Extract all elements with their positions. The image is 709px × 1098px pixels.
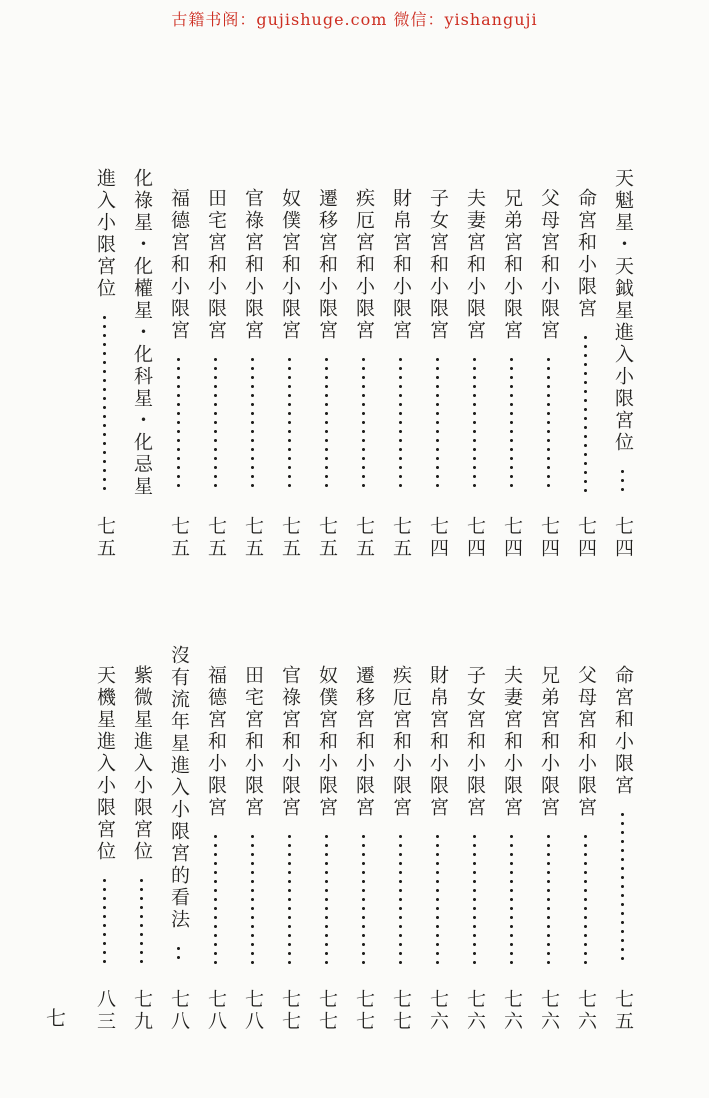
toc-entry	[160, 168, 197, 560]
toc-entry	[419, 168, 456, 560]
toc-entry	[234, 645, 271, 1033]
dot-leader	[419, 832, 456, 965]
entry-title: 福德宮和小限宮	[205, 665, 227, 819]
entry-page-number: 七五	[168, 516, 190, 560]
toc-section-top	[86, 168, 641, 560]
toc-entry	[197, 168, 234, 560]
dot-leader	[567, 333, 604, 492]
dot-leader	[345, 832, 382, 965]
toc-entry	[271, 168, 308, 560]
dot-leader	[271, 832, 308, 965]
entry-page-number: 七八	[242, 989, 264, 1033]
entry-title: 命宮和小限宮	[575, 188, 597, 320]
dot-leader	[493, 832, 530, 965]
dot-leader	[86, 313, 123, 492]
dot-leader	[271, 355, 308, 492]
dot-leader	[234, 355, 271, 492]
entry-title: 遷移宮和小限宮	[353, 665, 375, 819]
dot-leader	[308, 355, 345, 492]
entry-page-number: 七五	[316, 516, 338, 560]
entry-page-number: 七五	[279, 516, 301, 560]
watermark-header: 古籍书阁：gujishuge.com 微信：yishanguji	[171, 10, 538, 29]
entry-page-number: 七六	[464, 989, 486, 1033]
entry-title: 子女宮和小限宮	[427, 188, 449, 342]
toc-entry	[197, 645, 234, 1033]
dot-leader	[86, 876, 123, 965]
entry-title: 天機星進入小限宮位	[94, 665, 116, 863]
toc-entry	[271, 645, 308, 1033]
toc-entry	[345, 168, 382, 560]
entry-page-number: 七五	[390, 516, 412, 560]
toc-entry	[567, 645, 604, 1033]
entry-page-number: 七四	[538, 516, 560, 560]
dot-leader	[419, 355, 456, 492]
entry-page-number: 七八	[205, 989, 227, 1033]
toc-entry	[530, 168, 567, 560]
entry-title: 命宮和小限宮	[612, 665, 634, 797]
entry-title: 田宅宮和小限宮	[242, 665, 264, 819]
entry-title: 沒有流年星進入小限宮的看法	[168, 645, 190, 931]
entry-title: 夫妻宮和小限宮	[464, 188, 486, 342]
entry-title: 奴僕宮和小限宮	[279, 188, 301, 342]
toc-entry	[456, 645, 493, 1033]
entry-title: 官祿宮和小限宮	[242, 188, 264, 342]
toc-entry	[530, 645, 567, 1033]
dot-leader	[530, 355, 567, 492]
dot-leader	[197, 355, 234, 492]
entry-title: 財帛宮和小限宮	[427, 665, 449, 819]
entry-page-number: 七八	[168, 989, 190, 1033]
dot-leader	[345, 355, 382, 492]
entry-page-number: 七五	[353, 516, 375, 560]
toc-entry	[493, 168, 530, 560]
entry-page-number: 七四	[464, 516, 486, 560]
entry-title: 父母宮和小限宮	[538, 188, 560, 342]
entry-page-number: 七七	[353, 989, 375, 1033]
entry-title: 官祿宮和小限宮	[279, 665, 301, 819]
toc-entry	[86, 168, 160, 560]
toc-entry	[567, 168, 604, 560]
dot-leader	[160, 944, 197, 965]
dot-leader	[382, 355, 419, 492]
entry-page-number: 七四	[612, 516, 634, 560]
folio-page-number: 七	[46, 1006, 66, 1030]
entry-page-number: 七五	[94, 516, 116, 560]
entry-page-number: 七五	[242, 516, 264, 560]
entry-page-number: 七五	[205, 516, 227, 560]
entry-title: 天魁星・天鉞星進入小限宮位	[612, 168, 634, 454]
toc-entry	[382, 645, 419, 1033]
toc-entry	[234, 168, 271, 560]
entry-title: 父母宮和小限宮	[575, 665, 597, 819]
entry-page-number: 七五	[612, 989, 634, 1033]
toc-entry	[604, 645, 641, 1033]
entry-page-number: 七六	[501, 989, 523, 1033]
dot-leader	[456, 355, 493, 492]
dot-leader	[493, 355, 530, 492]
entry-page-number: 七七	[390, 989, 412, 1033]
entry-page-number: 七六	[575, 989, 597, 1033]
entry-title: 疾厄宮和小限宮	[390, 665, 412, 819]
toc-entry	[604, 168, 641, 560]
toc-section-bottom	[86, 645, 641, 1033]
dot-leader	[234, 832, 271, 965]
entry-title: 紫微星進入小限宮位	[131, 665, 153, 863]
entry-title: 化祿星・化權星・化科星・化忌星	[131, 168, 153, 498]
entry-title: 財帛宮和小限宮	[390, 188, 412, 342]
entry-page-number: 七七	[316, 989, 338, 1033]
entry-title: 兄弟宮和小限宮	[501, 188, 523, 342]
toc-entry	[86, 645, 123, 1033]
toc-entry	[160, 645, 197, 1033]
toc-entry	[382, 168, 419, 560]
dot-leader	[604, 467, 641, 492]
entry-page-number: 七七	[279, 989, 301, 1033]
entry-title: 奴僕宮和小限宮	[316, 665, 338, 819]
entry-title-continued: 進入小限宮位	[94, 168, 116, 300]
entry-page-number: 七四	[575, 516, 597, 560]
entry-title: 遷移宮和小限宮	[316, 188, 338, 342]
toc-entry	[456, 168, 493, 560]
entry-page-number: 八三	[94, 989, 116, 1033]
toc-entry	[345, 645, 382, 1033]
dot-leader	[160, 355, 197, 492]
entry-title: 福德宮和小限宮	[168, 188, 190, 342]
dot-leader	[530, 832, 567, 965]
entry-title: 子女宮和小限宮	[464, 665, 486, 819]
entry-page-number: 七四	[427, 516, 449, 560]
entry-title: 兄弟宮和小限宮	[538, 665, 560, 819]
entry-title: 疾厄宮和小限宮	[353, 188, 375, 342]
dot-leader	[382, 832, 419, 965]
entry-page-number: 七四	[501, 516, 523, 560]
entry-page-number: 七六	[427, 989, 449, 1033]
toc-entry	[123, 645, 160, 1033]
entry-title: 夫妻宮和小限宮	[501, 665, 523, 819]
dot-leader	[308, 832, 345, 965]
toc-entry	[493, 645, 530, 1033]
dot-leader	[456, 832, 493, 965]
dot-leader	[567, 832, 604, 965]
toc-entry	[308, 645, 345, 1033]
entry-page-number: 七六	[538, 989, 560, 1033]
entry-page-number: 七九	[131, 989, 153, 1033]
dot-leader	[197, 832, 234, 965]
entry-title: 田宅宮和小限宮	[205, 188, 227, 342]
dot-leader	[604, 810, 641, 965]
toc-entry	[308, 168, 345, 560]
toc-entry	[419, 645, 456, 1033]
dot-leader	[123, 876, 160, 965]
